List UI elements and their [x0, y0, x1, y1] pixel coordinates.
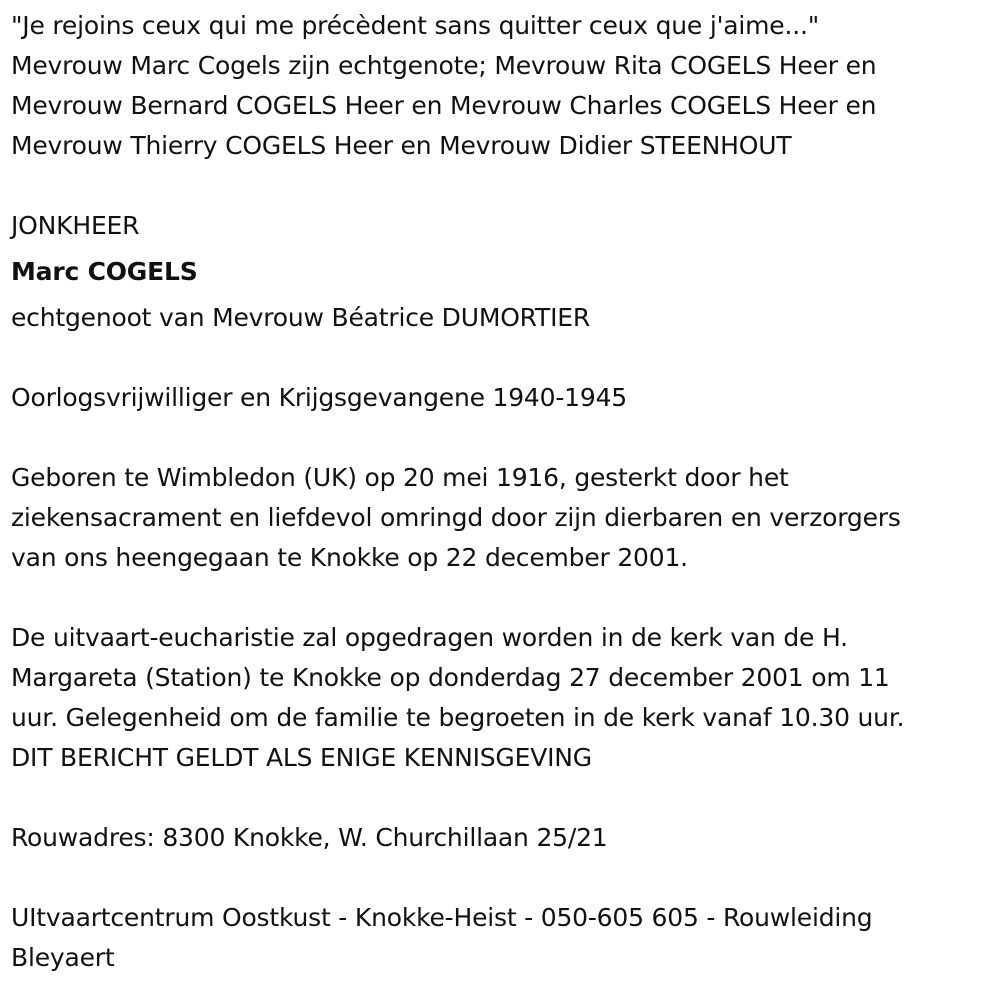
funeral-line: Margareta (Station) te Knokke op donderdag 27 december 2001 om 11 [11, 663, 890, 692]
spacer [11, 418, 996, 458]
family-line: Mevrouw Thierry COGELS Heer en Mevrouw Didier STEENHOUT [11, 131, 792, 160]
birth-death-line: van ons heengegaan te Knokke op 22 december 2001. [11, 543, 688, 572]
funeral-home-line: Bleyaert [11, 943, 115, 972]
funeral-block [11, 618, 996, 778]
spouse-line: echtgenoot van Mevrouw Béatrice DUMORTIER [11, 303, 591, 332]
spacer [11, 338, 996, 378]
quote-line: "Je rejoins ceux qui me précèdent sans quitter ceux que j'aime..." [11, 11, 820, 40]
spacer [11, 778, 996, 818]
address-line: Rouwadres: 8300 Knokke, W. Churchillaan 25/21 [11, 823, 608, 852]
notice-line: DIT BERICHT GELDT ALS ENIGE KENNISGEVING [11, 743, 592, 772]
title-line: JONKHEER [11, 211, 140, 240]
funeral-line: De uitvaart-eucharistie zal opgedragen worden in de kerk van de H. [11, 623, 848, 652]
family-line: Mevrouw Bernard COGELS Heer en Mevrouw Charles COGELS Heer en [11, 91, 877, 120]
spacer [11, 858, 996, 898]
birth-death-block [11, 458, 996, 578]
war-service-line: Oorlogsvrijwilliger en Krijgsgevangene 1940-1945 [11, 383, 627, 412]
birth-death-line: ziekensacrament en liefdevol omringd door zijn dierbaren en verzorgers [11, 503, 901, 532]
obituary-document [11, 0, 996, 978]
birth-death-line: Geboren te Wimbledon (UK) op 20 mei 1916, gesterkt door het [11, 463, 789, 492]
family-block [11, 46, 996, 166]
spacer [11, 166, 996, 206]
spacer [11, 578, 996, 618]
funeral-home-block [11, 898, 996, 978]
funeral-line: uur. Gelegenheid om de familie te begroeten in de kerk vanaf 10.30 uur. [11, 703, 905, 732]
family-line: Mevrouw Marc Cogels zijn echtgenote; Mevrouw Rita COGELS Heer en [11, 51, 877, 80]
deceased-name: Marc COGELS [11, 257, 198, 286]
funeral-home-line: UItvaartcentrum Oostkust - Knokke-Heist - 050-605 605 - Rouwleiding [11, 903, 873, 932]
